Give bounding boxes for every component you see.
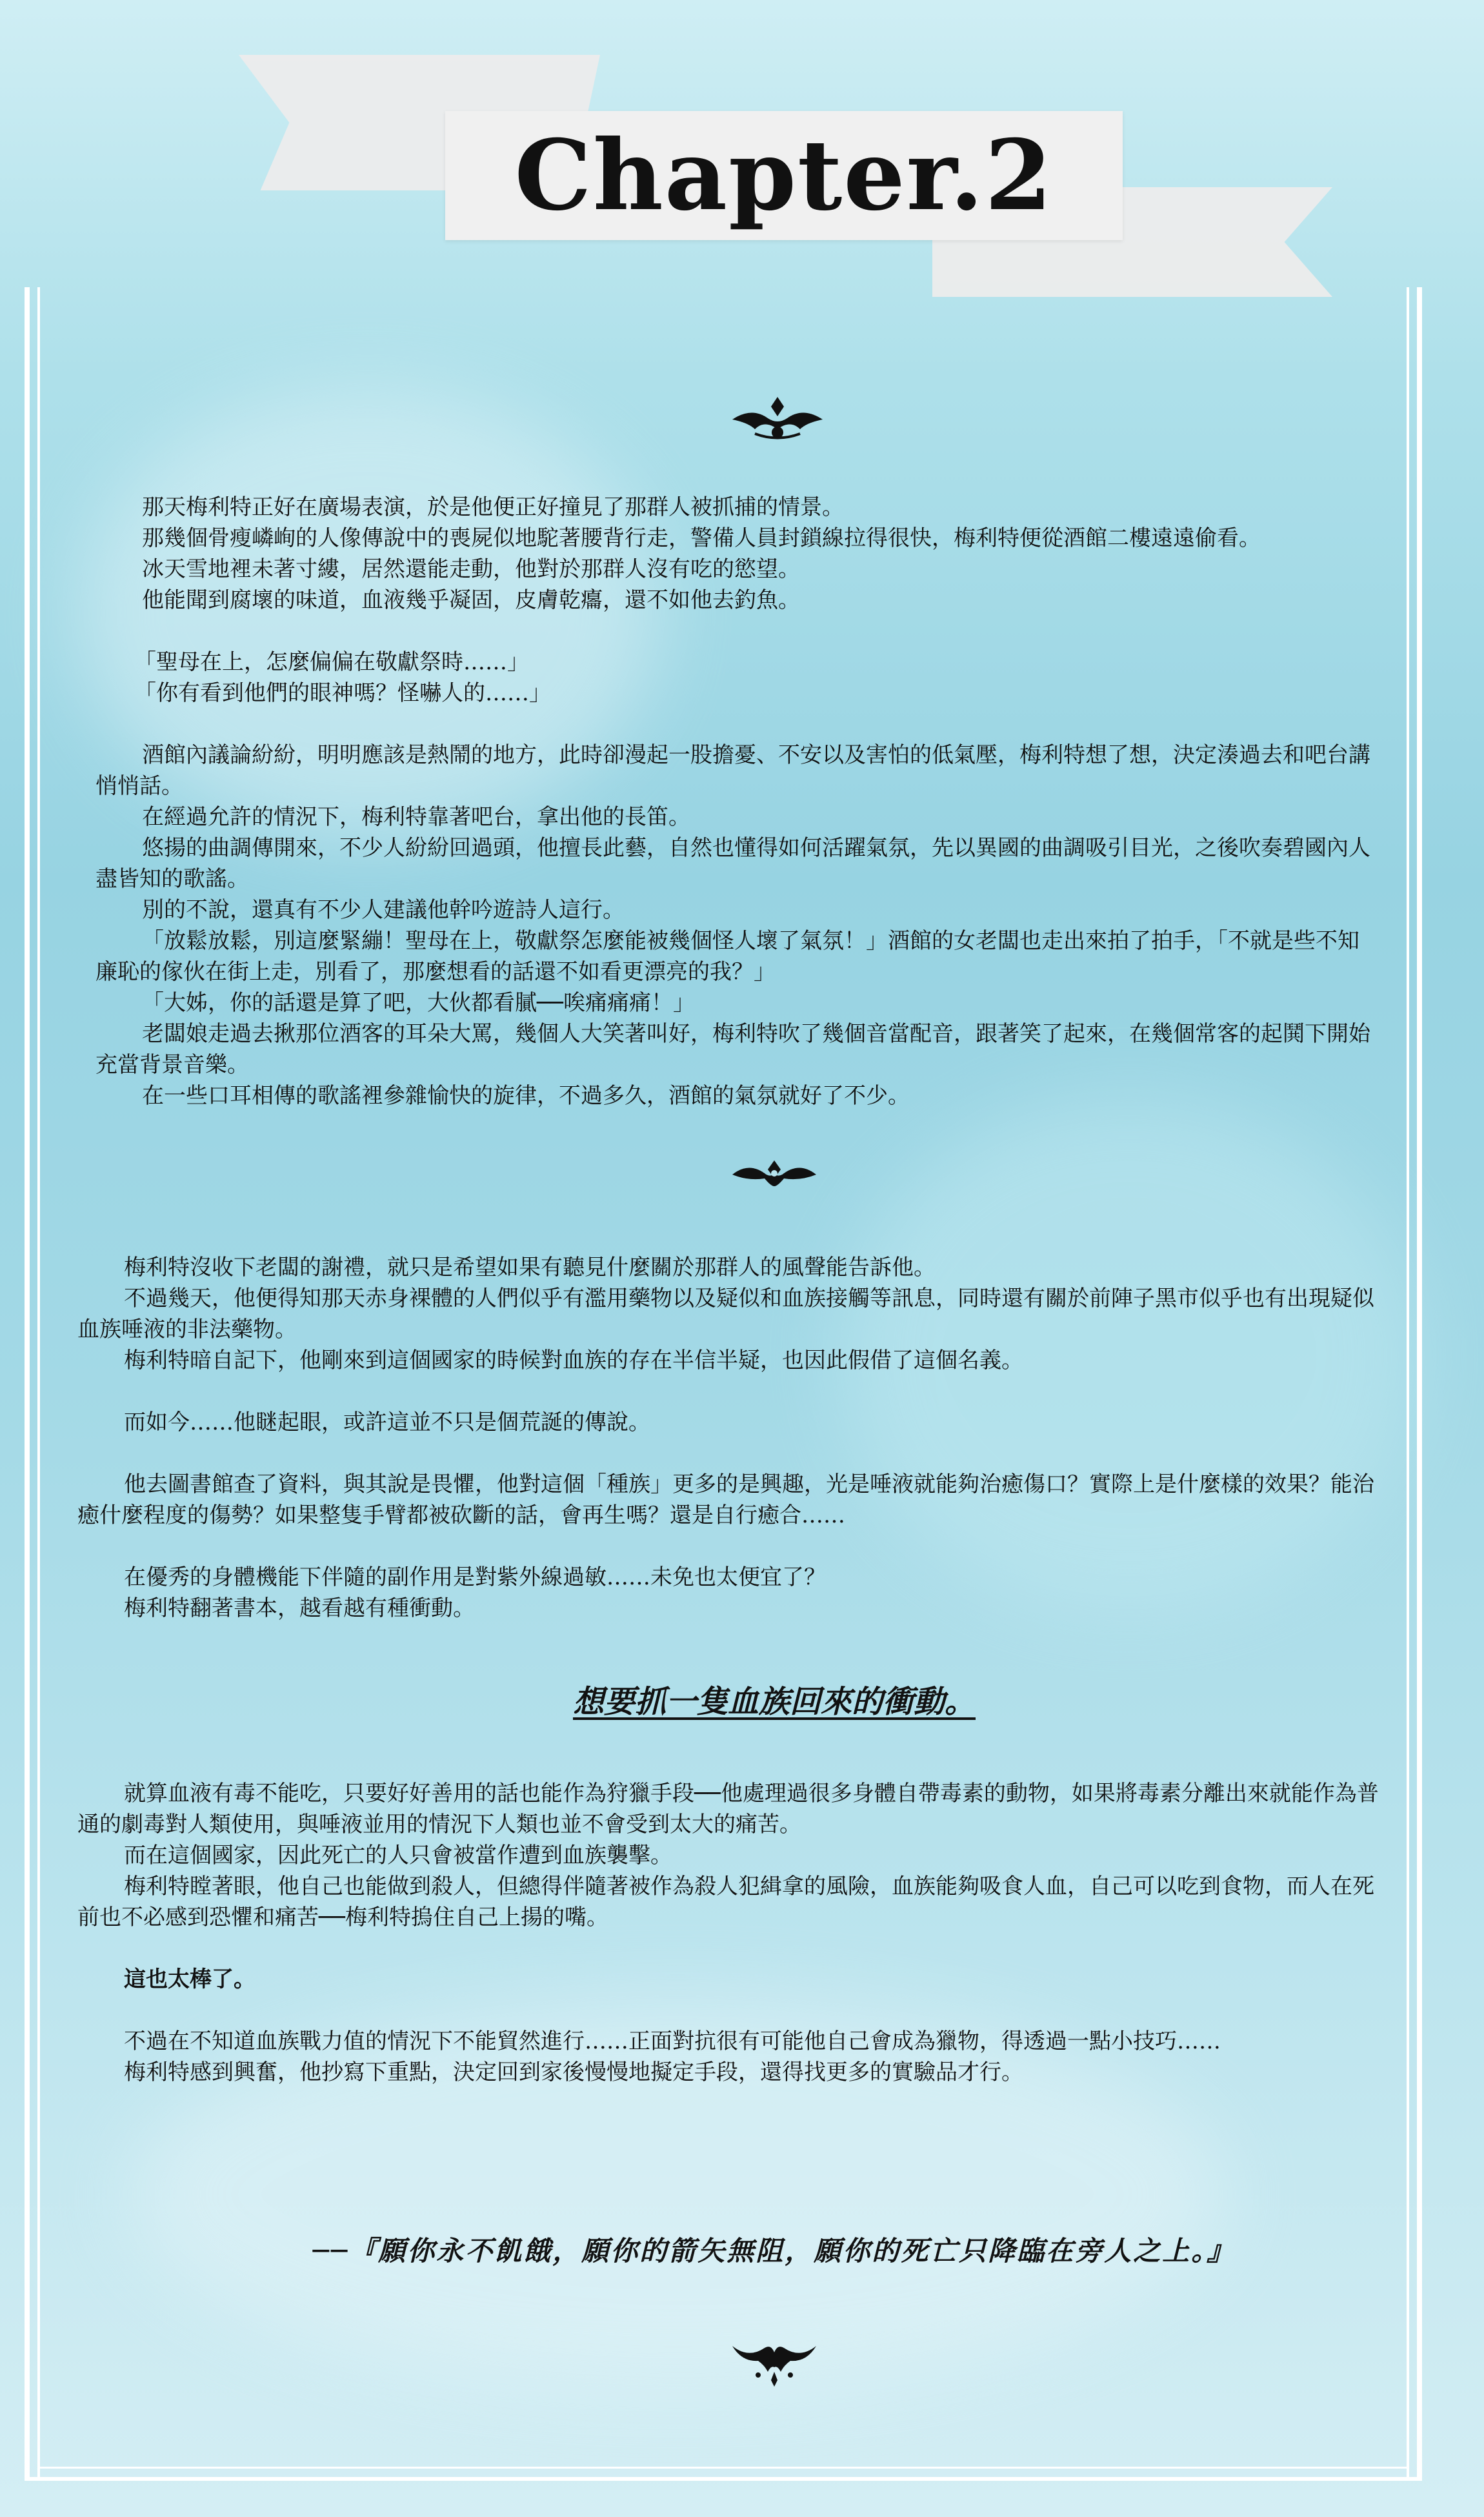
paragraph: 悠揚的曲調傳開來，不少人紛紛回過頭，他擅長此藝，自然也懂得如何活躍氣氛，先以異國的曲調吸引目光，之後吹奏碧國內人盡皆知的歌謠。 xyxy=(95,835,1370,892)
crown-ornament-icon xyxy=(729,394,826,442)
section-2 xyxy=(77,1252,1381,1624)
paragraph: 那天梅利特正好在廣場表演，於是他便正好撞見了那群人被抓捕的情景。 xyxy=(142,494,844,520)
frame-bottom-line xyxy=(37,2467,1409,2469)
paragraph: 那幾個骨瘦嶙峋的人像傳說中的喪屍似地駝著腰背行走，警備人員封鎖線拉得很快，梅利特便從酒館二樓遠遠偷看。 xyxy=(142,525,1261,551)
paragraph: 他去圖書館查了資料，與其說是畏懼，他對這個「種族」更多的是興趣，光是唾液就能夠治癒傷口？實際上是什麼樣的效果？能治癒什麼程度的傷勢？如果整隻手臂都被砍斷的話，會再生嗎？還是自行癒合…… xyxy=(77,1471,1374,1528)
paragraph: 而在這個國家，因此死亡的人只會被當作遭到血族襲擊。 xyxy=(124,1843,672,1868)
paragraph: 梅利特暗自記下，他剛來到這個國家的時候對血族的存在半信半疑，也因此假借了這個名義。 xyxy=(124,1348,1023,1373)
paragraph: 他能聞到腐壞的味道，血液幾乎凝固，皮膚乾癟，還不如他去釣魚。 xyxy=(142,587,800,613)
section-3 xyxy=(77,1778,1394,2088)
frame-bottom-line xyxy=(25,2477,1422,2481)
frame-left-inner xyxy=(37,287,40,2478)
paragraph: 在一些口耳相傳的歌謠裡參雜愉快的旋律，不過多久，酒館的氣氛就好了不少。 xyxy=(142,1083,910,1109)
dialogue-line: 「聖母在上，怎麼偏偏在敬獻祭時……」 xyxy=(134,649,529,675)
paragraph: 梅利特翻著書本，越看越有種衝動。 xyxy=(124,1595,475,1621)
paragraph: 冰天雪地裡未著寸縷，居然還能走動，他對於那群人沒有吃的慾望。 xyxy=(142,556,800,582)
paragraph: 梅利特瞠著眼，他自己也能做到殺人，但總得伴隨著被作為殺人犯緝拿的風險，血族能夠吸食人血，自己可以吃到食物，而人在死前也不必感到恐懼和痛苦──梅利特摀住自己上揚的嘴。 xyxy=(77,1874,1374,1930)
emphasis-heading: 想要抓一隻血族回來的衝動。 xyxy=(572,1684,976,1720)
paragraph: 酒館內議論紛紛，明明應該是熱鬧的地方，此時卻漫起一股擔憂、不安以及害怕的低氣壓，梅利特想了想，決定湊過去和吧台講悄悄話。 xyxy=(95,742,1370,799)
frame-right-outer xyxy=(1417,287,1422,2478)
frame-left-outer xyxy=(25,287,30,2478)
paragraph: 就算血液有毒不能吃，只要好好善用的話也能作為狩獵手段──他處理過很多身體自帶毒素的動物，如果將毒素分離出來就能作為普通的劇毒對人類使用，與唾液並用的情況下人類也並不會受到太大的痛苦。 xyxy=(77,1781,1379,1837)
paragraph: 在優秀的身體機能下伴隨的副作用是對紫外線過敏……未免也太便宜了？ xyxy=(124,1564,826,1590)
paragraph: 而如今……他瞇起眼，或許這並不只是個荒誕的傳說。 xyxy=(124,1410,650,1435)
flourish-ornament-icon xyxy=(729,2336,819,2388)
dialogue-line: 「你有看到他們的眼神嗎？怪嚇人的……」 xyxy=(134,680,551,706)
closing-quote: ──『願你永不飢餓，願你的箭矢無阻，願你的死亡只降臨在旁人之上。』 xyxy=(312,2235,1236,2267)
paragraph: 在經過允許的情況下，梅利特靠著吧台，拿出他的長笛。 xyxy=(142,804,690,830)
bold-line: 這也太棒了。 xyxy=(124,1966,256,1992)
paragraph: 老闆娘走過去揪那位酒客的耳朵大罵，幾個人大笑著叫好，梅利特吹了幾個音當配音，跟著笑了起來，在幾個常客的起鬨下開始充當背景音樂。 xyxy=(95,1021,1370,1078)
section-1 xyxy=(95,492,1379,1111)
paragraph: 「放鬆放鬆，別這麼緊繃！聖母在上，敬獻祭怎麼能被幾個怪人壞了氣氛！」酒館的女老闆也走出來拍了拍手，「不就是些不知廉恥的傢伙在街上走，別看了，那麼想看的話還不如看更漂亮的我？」 xyxy=(95,928,1359,985)
fleuron-ornament-icon xyxy=(729,1155,819,1194)
frame-right-inner xyxy=(1407,287,1409,2478)
paragraph: 梅利特感到興奮，他抄寫下重點，決定回到家後慢慢地擬定手段，還得找更多的實驗品才行。 xyxy=(124,2059,1023,2085)
paragraph: 別的不說，還真有不少人建議他幹吟遊詩人這行。 xyxy=(142,897,625,923)
paragraph: 「大姊，你的話還是算了吧，大伙都看膩──唉痛痛痛！」 xyxy=(142,990,695,1016)
paragraph: 梅利特沒收下老闆的謝禮，就只是希望如果有聽見什麼關於那群人的風聲能告訴他。 xyxy=(124,1255,936,1280)
paragraph: 不過幾天，他便得知那天赤身裸體的人們似乎有濫用藥物以及疑似和血族接觸等訊息，同時還有關於前陣子黑市似乎也有出現疑似血族唾液的非法藥物。 xyxy=(77,1286,1374,1342)
paragraph: 不過在不知道血族戰力值的情況下不能貿然進行……正面對抗很有可能他自己會成為獵物，得透過一點小技巧…… xyxy=(124,2028,1221,2054)
chapter-title: Chapter.2 xyxy=(514,119,1054,232)
